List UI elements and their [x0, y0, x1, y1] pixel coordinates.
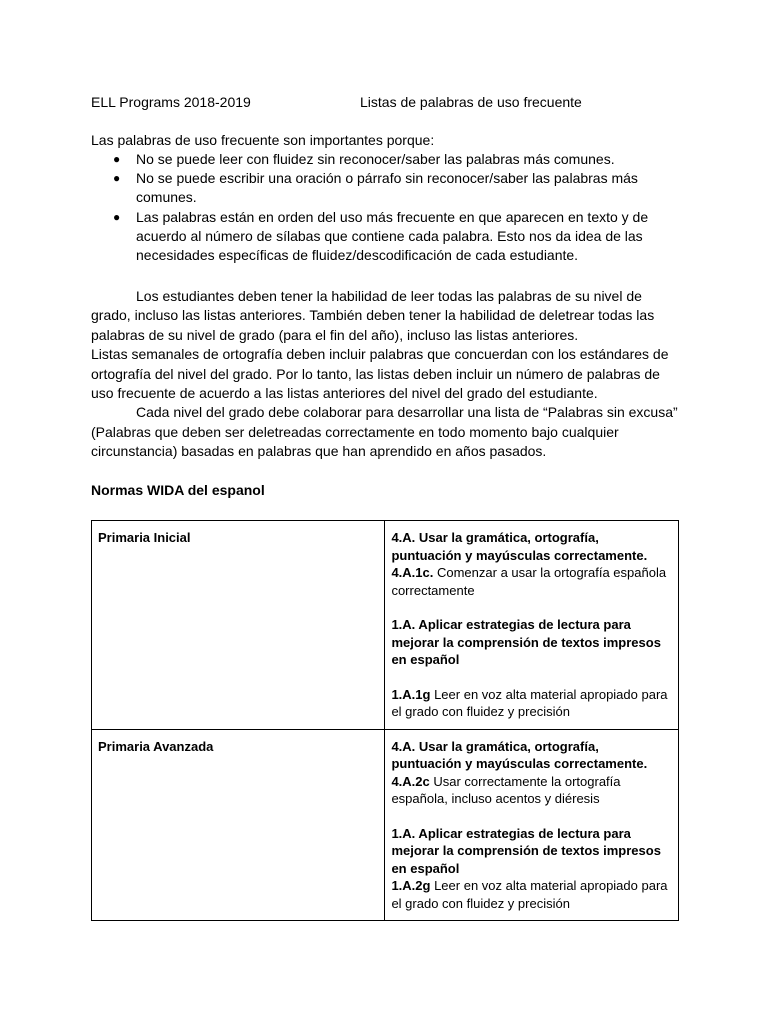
standards-cell: [385, 729, 679, 921]
section-title: Normas WIDA del espanol: [91, 482, 265, 498]
list-item-text: Las palabras están en orden del uso más frecuente en que aparecen en texto y de acuerdo al número de sílabas que contiene cada palabra. Esto nos da idea de las necesidades específicas de fluidez/descodificación de cada estudiante.: [136, 208, 649, 264]
bullet-icon: ●: [113, 152, 121, 166]
intro-section: [91, 131, 691, 265]
standards-table: [91, 520, 679, 921]
document-title: Listas de palabras de uso frecuente: [360, 94, 582, 110]
intro-lead: Las palabras de uso frecuente son importantes porque:: [91, 132, 435, 148]
standard-heading: 4.A. Usar la gramática, ortografía, puntuación y mayúsculas correctamente.: [391, 530, 648, 563]
list-item: [91, 208, 681, 266]
standard-detail: [391, 877, 672, 912]
grade-level-cell: Primaria Avanzada: [92, 729, 385, 921]
standard-detail: [391, 564, 672, 599]
list-item: [91, 150, 681, 169]
standard-heading: 4.A. Usar la gramática, ortografía, puntuación y mayúsculas correctamente.: [391, 738, 648, 771]
standard-heading: 1.A. Aplicar estrategias de lectura para mejorar la comprensión de textos impresos en español: [391, 617, 661, 667]
paragraph-weekly-lists: Listas semanales de ortografía deben incluir palabras que concuerdan con los estándares de ortografía del nivel del grado. Por lo tanto, las listas deben incluir un número de palabras de uso frecuente de acuerdo a las listas anteriores del nivel del grado del estudiante.: [91, 346, 669, 402]
standard-code: 1.A.2g: [391, 878, 431, 893]
table-row: [92, 729, 679, 921]
program-title: ELL Programs 2018-2019: [91, 94, 251, 110]
paragraph-reading-spelling: Los estudiantes deben tener la habilidad de leer todas las palabras de su nivel de grado, incluso las listas anteriores. También deben tener la habilidad de deletrear todas las palabras de su nivel de grado (para el fin del año), incluso las listas anteriores.: [91, 288, 655, 343]
bullet-icon: ●: [113, 209, 121, 224]
list-item-text: No se puede leer con fluidez sin reconocer/saber las palabras más comunes.: [136, 151, 615, 167]
reasons-list: [91, 150, 691, 265]
standard-text: Leer en voz alta material apropiado para el grado con fluidez y precisión: [391, 878, 668, 911]
grade-level-cell: Primaria Inicial: [92, 521, 385, 730]
standard-heading: 1.A. Aplicar estrategias de lectura para mejorar la comprensión de textos impresos en español: [391, 825, 661, 876]
standard-code: 4.A.1c.: [391, 565, 434, 580]
standard-text: Usar correctamente la ortografía española, incluso acentos y diéresis: [391, 773, 621, 806]
body-section: [91, 287, 685, 462]
bullet-icon: ●: [113, 171, 121, 186]
standard-code: 1.A.1g: [391, 686, 431, 702]
standards-cell: [385, 521, 679, 730]
list-item: [91, 169, 681, 207]
standard-text: Comenzar a usar la ortografía española correctamente: [391, 565, 667, 598]
standard-text: Leer en voz alta material apropiado para el grado con fluidez y precisión: [391, 686, 668, 719]
table-row: [92, 521, 679, 730]
paragraph-no-excuse-words: Cada nivel del grado debe colaborar para desarrollar una lista de “Palabras sin excusa” (Palabras que deben ser deletreadas correctamente en todo momento bajo cualquier circunstancia) basadas en palabras que han aprendido en años pasados.: [91, 404, 678, 460]
standard-detail: [391, 686, 672, 721]
document-header: [91, 93, 691, 112]
list-item-text: No se puede escribir una oración o párrafo sin reconocer/saber las palabras más comunes.: [136, 170, 638, 206]
standard-detail: [391, 773, 672, 808]
standard-code: 4.A.2c: [391, 773, 430, 789]
